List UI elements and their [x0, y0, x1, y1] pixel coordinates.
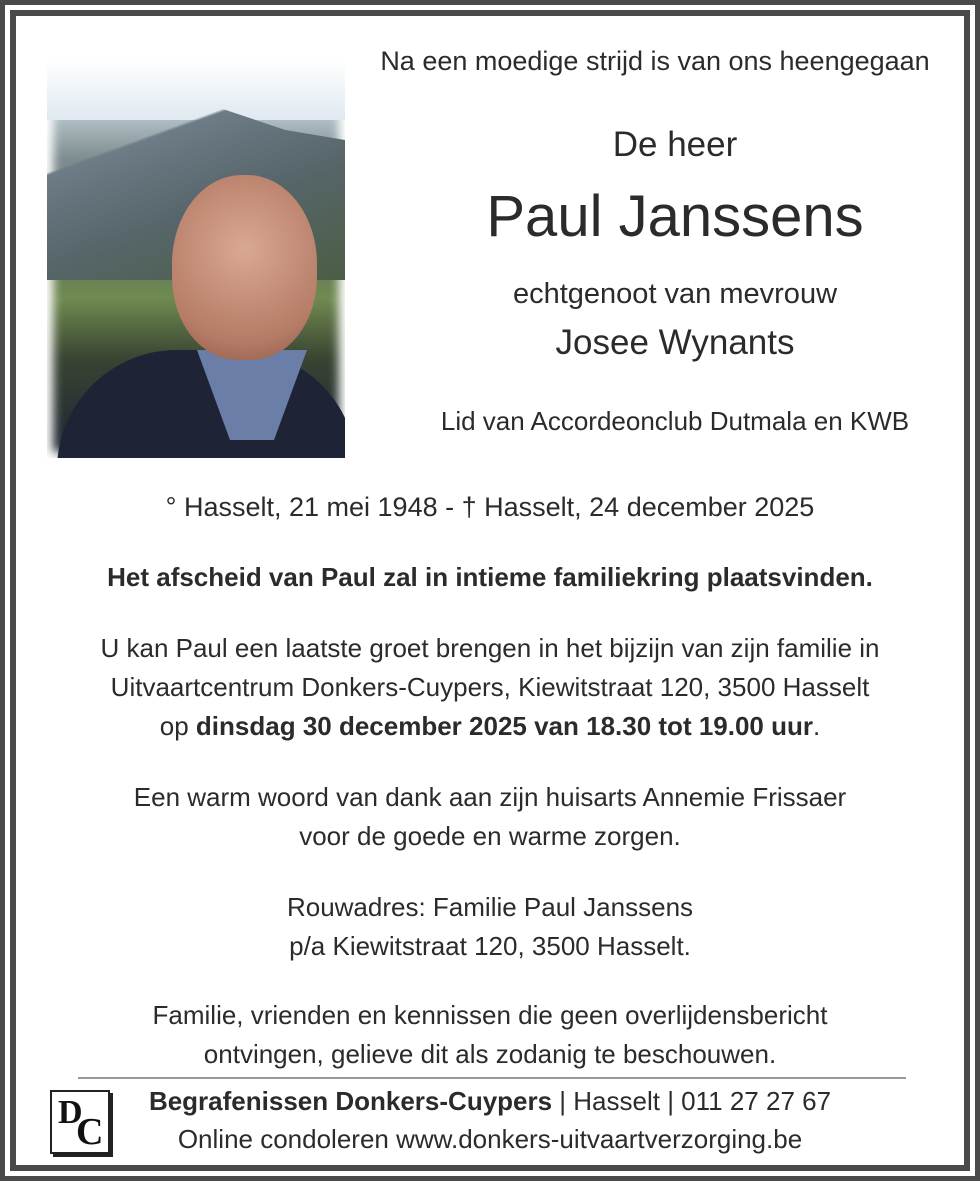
visit-line-2: Uitvaartcentrum Donkers-Cuypers, Kiewitstraat 120, 3500 Hasselt — [110, 672, 870, 702]
footer-divider — [78, 1077, 906, 1079]
visit-line-3 — [16, 711, 964, 742]
visit-line-1: U kan Paul een laatste groet brengen in het bijzijn van zijn familie in — [100, 633, 880, 663]
address-line-2: p/a Kiewitstraat 120, 3500 Hasselt. — [289, 931, 691, 961]
title: De heer — [612, 125, 738, 164]
deceased-name: Paul Janssens — [486, 184, 864, 249]
visit-prefix: op — [159, 711, 196, 741]
spouse-name: Josee Wynants — [555, 323, 795, 362]
portrait-photo — [47, 60, 345, 458]
notice-line-2: ontvingen, gelieve dit als zodanig te beschouwen. — [203, 1039, 777, 1069]
thanks-line-1: Een warm woord van dank aan zijn huisarts Annemie Frissaer — [133, 782, 847, 812]
visit-suffix: . — [813, 711, 821, 741]
address-line-1: Rouwadres: Familie Paul Janssens — [286, 892, 694, 922]
notice-line-1: Familie, vrienden en kennissen die geen overlijdensbericht — [152, 1000, 828, 1030]
company-name: Begrafenissen Donkers-Cuypers — [148, 1086, 553, 1116]
funeral-home-logo: D C — [50, 1090, 110, 1154]
dates: ° Hasselt, 21 mei 1948 - † Hasselt, 24 december 2025 — [165, 492, 815, 522]
membership: Lid van Accordeonclub Dutmala en KWB — [440, 406, 910, 436]
online-condolences: Online condoleren www.donkers-uitvaartverzorging.be — [177, 1124, 803, 1154]
visit-datetime: dinsdag 30 december 2025 van 18.30 tot 19.00 uur — [195, 711, 813, 741]
company-details: | Hasselt | 011 27 27 67 — [552, 1086, 832, 1116]
farewell: Het afscheid van Paul zal in intieme familiekring plaatsvinden. — [107, 562, 873, 592]
intro-text: Na een moedige strijd is van ons heengegaan — [380, 46, 930, 76]
spouse-label: echtgenoot van mevrouw — [512, 278, 838, 310]
thanks-line-2: voor de goede en warme zorgen. — [299, 821, 681, 851]
footer-company-line — [120, 1086, 860, 1117]
